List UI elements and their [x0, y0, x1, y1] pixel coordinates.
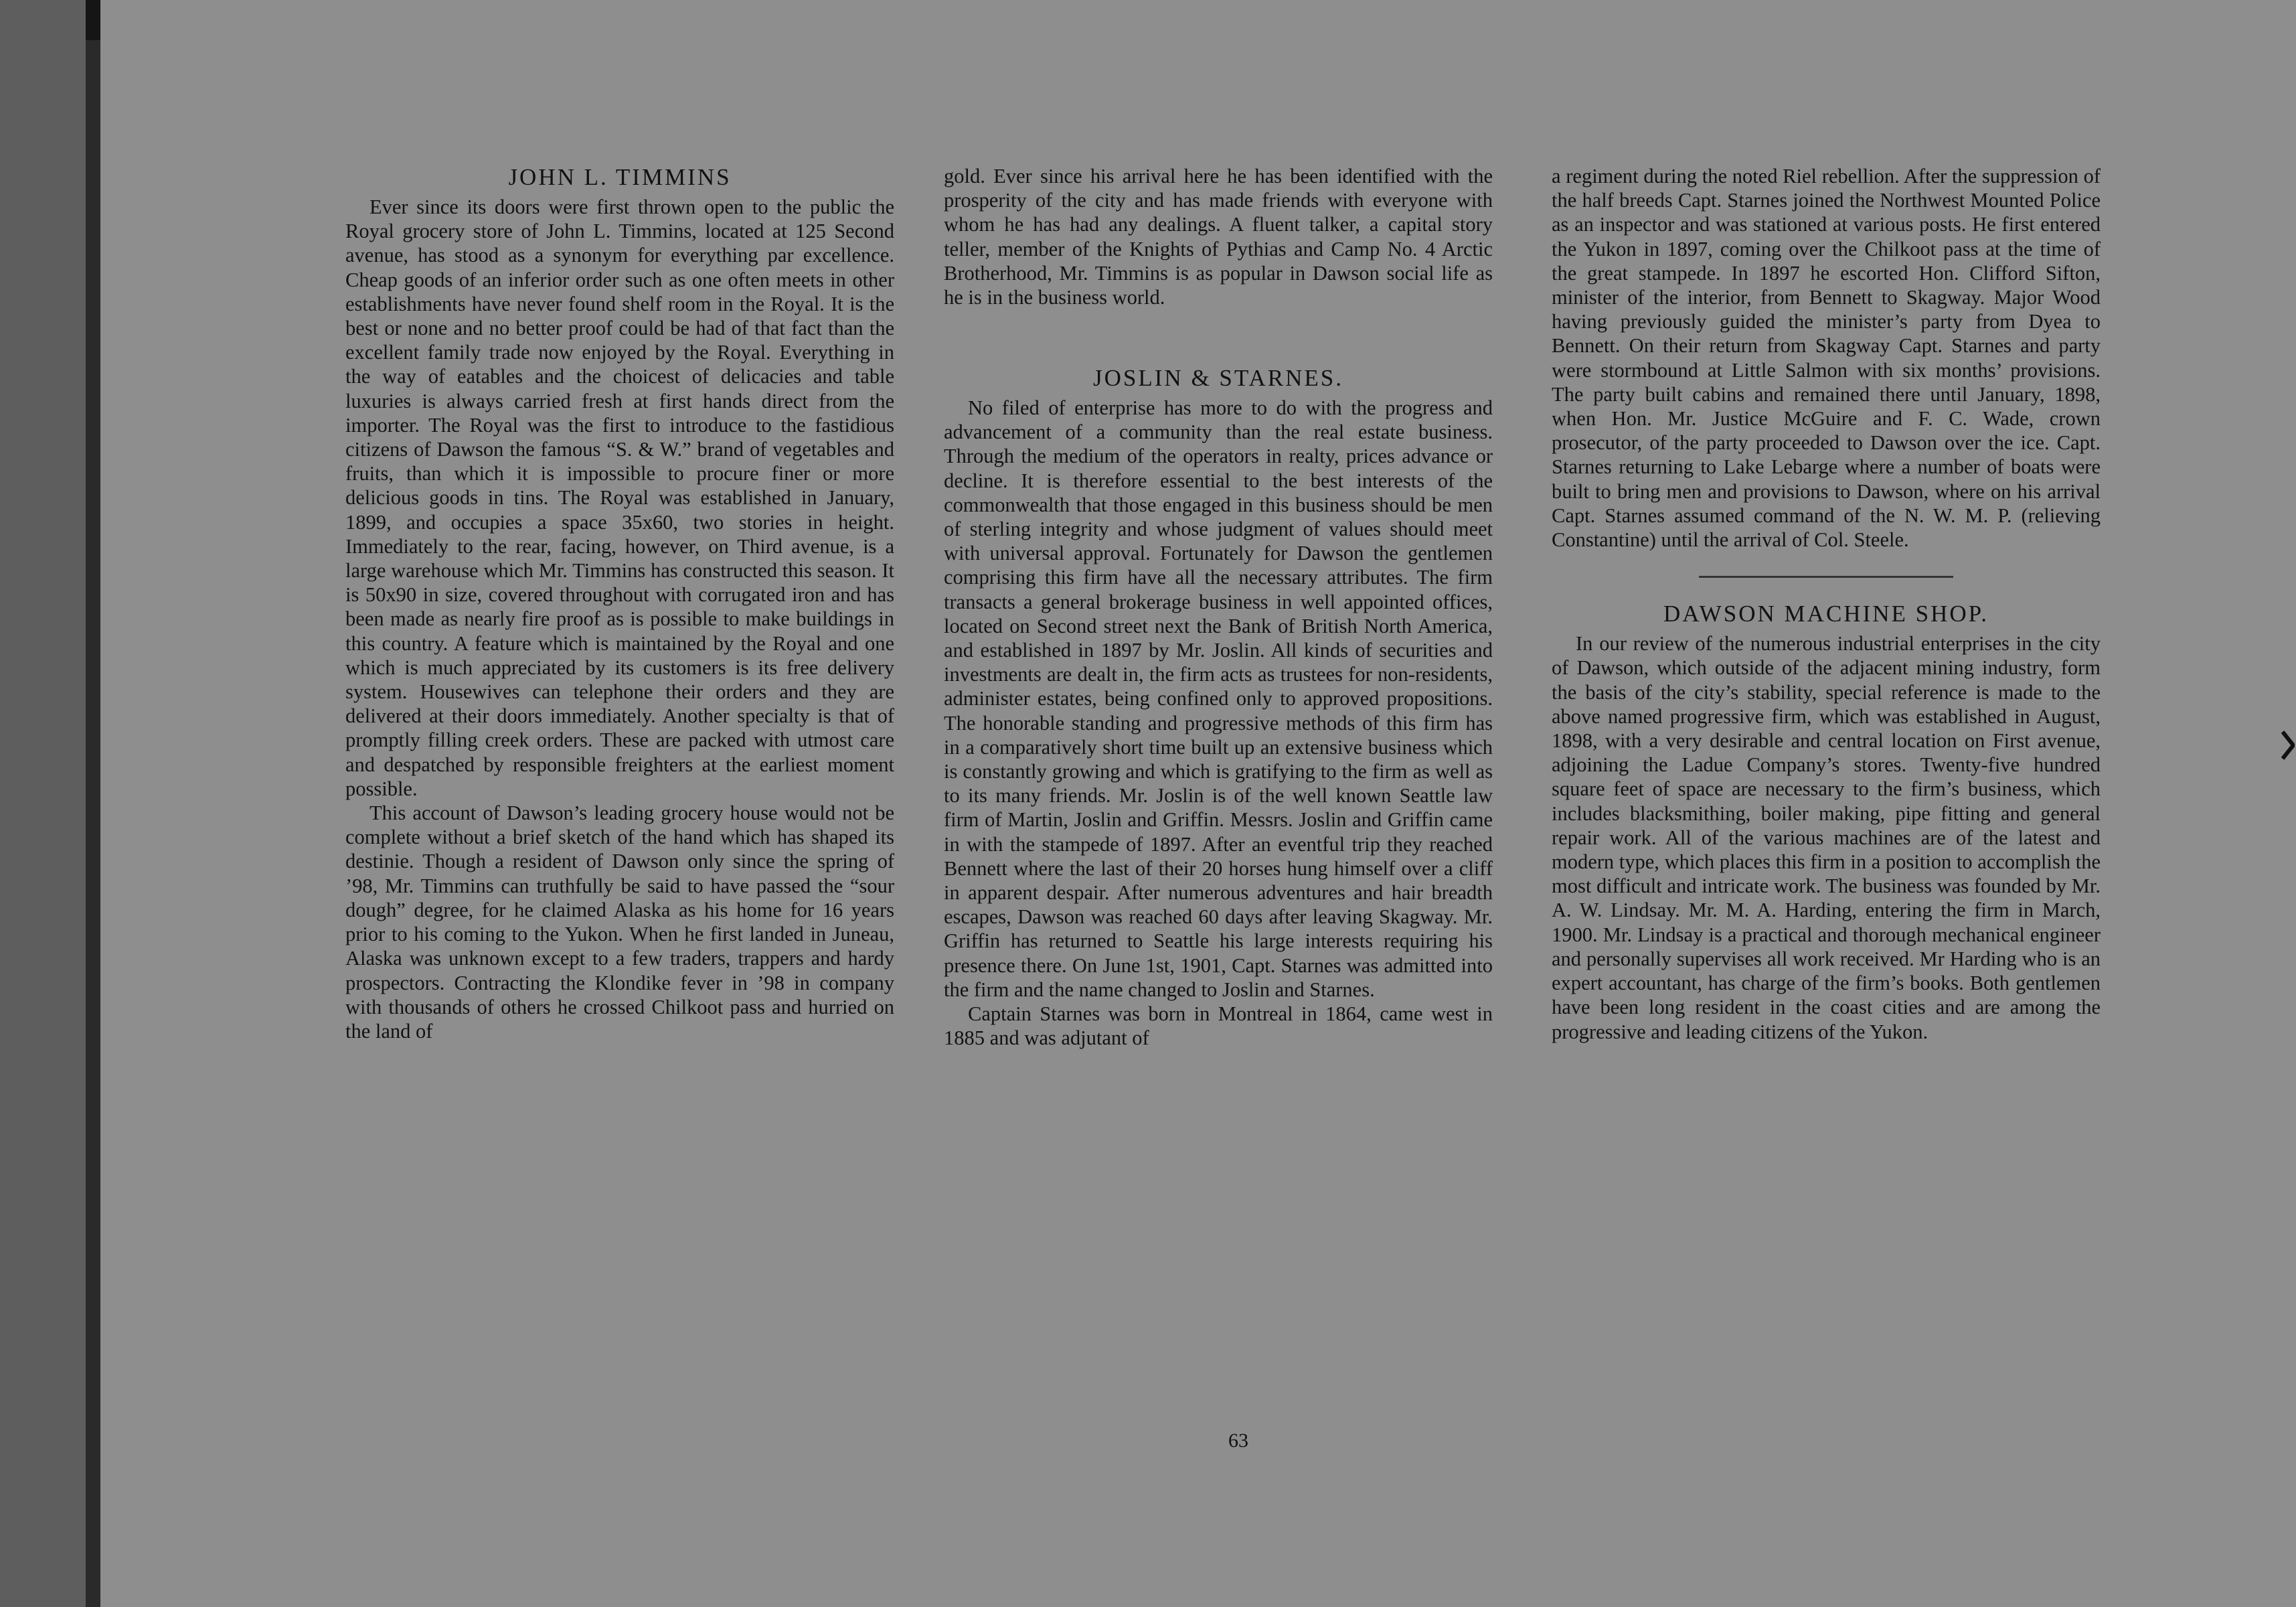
article-title-joslin-starnes: JOSLIN & STARNES. [1093, 365, 1343, 391]
section-divider [1699, 576, 1953, 578]
article-title-dawson-machine-shop: DAWSON MACHINE SHOP. [1663, 601, 1989, 627]
article-paragraph-continued: a regiment during the noted Riel rebellion. After the suppression of the half breeds Capt. Starnes joined the Northwest Mounted Police as an inspector and was stationed at various posts. He first entered the Yukon in 1897, coming over the Chilkoot pass at the time of the great stampede. In 1897 he escorted Hon. Clifford Sifton, minister of the interior, from Bennett to Skagway. Major Wood having previously guided the minister’s party from Dyea to Bennett. On their return from Skagway Capt. Starnes and party were stormbound at Little Salmon with six months’ provisions. The party built cabins and remained there until January, 1898, when Hon. Mr. Justice McGuire and F. C. Wade, crown prosecutor, of the party proceeded to Dawson over the ice. Capt. Starnes returning to Lake Lebarge where a number of boats were built to bring men and provisions to Dawson, where on his arrival Capt. Starnes assumed command of the N. W. M. P. (relieving Constantine) until the arrival of Col. Steele. [1552, 165, 2101, 552]
article-paragraph: Ever since its doors were first thrown open to the public the Royal grocery store of John L. Timmins, located at 125 Second avenue, has stood as a synonym for everything par excellence. Cheap goods of an inferior order such as one often meets in other establishments have never found shelf room in the Royal. It is the best or none and no better proof could be had of that fact than the excellent family trade now enjoyed by the Royal. Everything in the way of eatables and the choicest of delicacies and table luxuries is always carried fresh at first hands direct from the importer. The Royal was the first to introduce to the fastidious citizens of Dawson the famous “S. & W.” brand of vegetables and fruits, than which it is impossible to procure finer or more delicious goods in tins. The Royal was established in January, 1899, and occupies a space 35x60, two stories in height. Immediately to the rear, facing, however, on Third avenue, is a large warehouse which Mr. Timmins has constructed this season. It is 50x90 in size, covered throughout with corrugated iron and has been made as nearly fire proof as is possible to make buildings in this country. A feature which is maintained by the Royal and one which is much appreciated by its customers is its free delivery system. Housewives can telephone their orders and they are delivered at their doors immediately. Another specialty is that of promptly filling creek orders. These are packed with utmost care and despatched by responsible freighters at the earliest moment possible. [345, 196, 894, 800]
book-page [100, 0, 2296, 1607]
article-paragraph-continued: gold. Ever since his arrival here he has been identified with the prosperity of the city and has made friends with everyone with whom he has had any dealings. A fluent talker, a capital story teller, member of the Knights of Pythias and Camp No. 4 Arctic Brotherhood, Mr. Timmins is as popular in Dawson social life as he is in the business world. [944, 165, 1493, 309]
article-title-john-l-timmins: JOHN L. TIMMINS [508, 164, 732, 190]
binding-notch [86, 0, 100, 40]
edge-tab-mark [2281, 729, 2295, 762]
article-paragraph: No filed of enterprise has more to do with the progress and advancement of a community than the real estate business. Through the medium of the operators in realty, prices advance or decline. It is therefore essential to the best interests of the commonwealth that those engaged in this business should be men of sterling integrity and whose judgment of values should meet with universal approval. Fortunately for Dawson the gentlemen comprising this firm have all the necessary attributes. The firm transacts a general brokerage business in well appointed offices, located on Second street next the Bank of British North America, and established in 1897 by Mr. Joslin. All kinds of securities and investments are dealt in, the firm acts as trustees for non-residents, administer estates, being confined only to approved propositions. The honorable standing and progressive methods of this firm has in a comparatively short time built up an extensive business which is constantly growing and which is gratifying to the firm as well as to its many friends. Mr. Joslin is of the well known Seattle law firm of Martin, Joslin and Griffin. Messrs. Joslin and Griffin came in with the stampede of 1897. After an eventful trip they reached Bennett where the last of their 20 horses hung himself over a cliff in apparent despair. After numerous adventures and hair breadth escapes, Dawson was reached 60 days after leaving Skagway. Mr. Griffin has returned to Seattle his large interests requiring his presence there. On June 1st, 1901, Capt. Starnes was admitted into the firm and the name changed to Joslin and Starnes. [944, 396, 1493, 1001]
article-paragraph: Captain Starnes was born in Montreal in 1864, came west in 1885 and was adjutant of [944, 1002, 1493, 1050]
column-right [1552, 164, 2101, 1044]
column-left [345, 164, 894, 1043]
article-paragraph: In our review of the numerous industrial enterprises in the city of Dawson, which outside of the adjacent mining industry, form the basis of the city’s stability, special reference is made to the above named progressive firm, which was established in August, 1898, with a very desirable and central location on First avenue, adjoining the Ladue Company’s stores. Twenty-five hundred square feet of space are necessary to the firm’s business, which includes blacksmithing, boiler making, pipe fitting and general repair work. All of the various machines are of the latest and modern type, which places this firm in a position to accomplish the most difficult and intricate work. The business was founded by Mr. A. W. Lindsay. Mr. M. A. Harding, entering the firm in March, 1900. Mr. Lindsay is a practical and thorough mechanical engineer and personally supervises all work received. Mr Harding who is an expert accountant, has charge of the firm’s books. Both gentlemen have been long resident in the coast cities and are among the progressive and leading citizens of the Yukon. [1552, 632, 2101, 1043]
page-number: 63 [1228, 1430, 1248, 1452]
book-binding-edge [0, 0, 100, 1607]
column-middle [944, 164, 1493, 1050]
article-paragraph: This account of Dawson’s leading grocery house would not be complete without a brief sketch of the hand which has shaped its destinie. Though a resident of Dawson only since the spring of ’98, Mr. Timmins can truthfully be said to have passed the “sour dough” degree, for he claimed Alaska as his home for 16 years prior to his coming to the Yukon. When he first landed in Juneau, Alaska was unknown except to a few traders, trappers and hardy prospectors. Contracting the Klondike fever in ’98 in company with thousands of others he crossed Chilkoot pass and hurried on the land of [345, 801, 894, 1043]
